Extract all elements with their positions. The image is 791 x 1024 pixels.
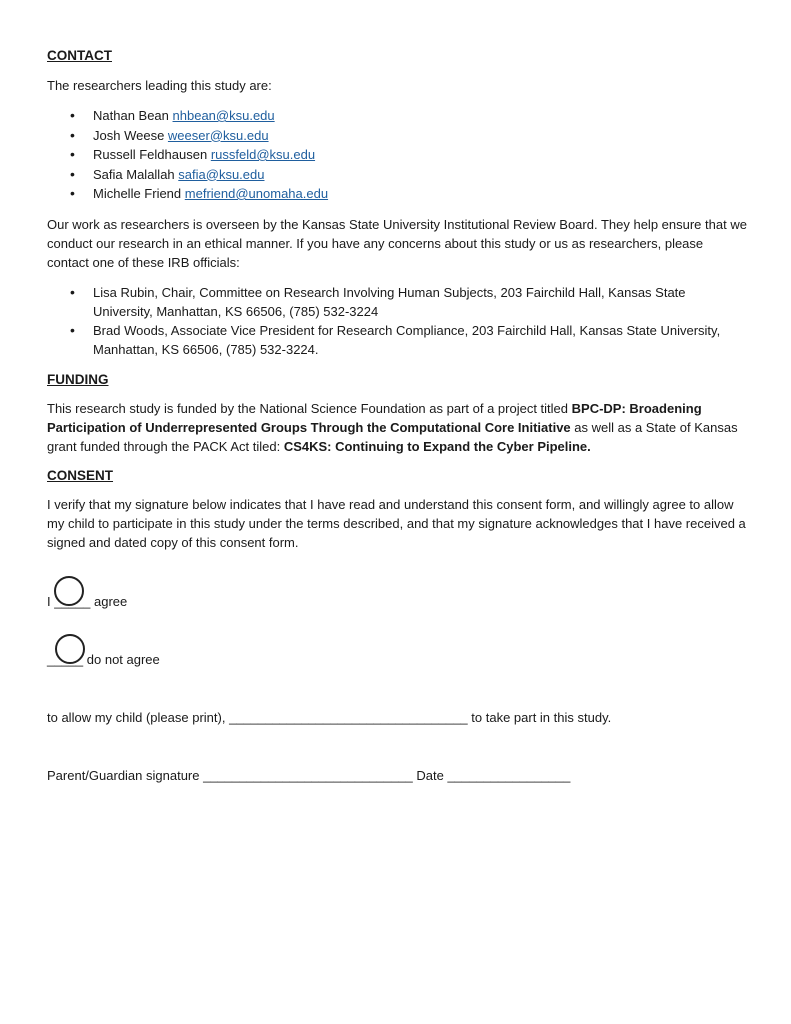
- list-item: [47, 106, 747, 126]
- irb-official-list: [47, 283, 747, 359]
- list-item: [47, 165, 747, 185]
- list-item: [47, 145, 747, 165]
- list-item: • Brad Woods, Associate Vice President for Research Compliance, 203 Fairchild Hall, Kansas State University, Manhattan, KS 66506, (785) 532-3224.: [47, 321, 747, 359]
- researcher-name: Josh Weese: [93, 127, 165, 143]
- researcher-email-link[interactable]: mefriend@unomaha.edu: [184, 186, 329, 201]
- funding-paragraph: [47, 399, 747, 456]
- researcher-name: Michelle Friend: [93, 186, 182, 201]
- disagree-label: _____ do not agree: [47, 651, 160, 667]
- funding-text-part: as well as a State of Kansas grant funded through the PACK Act tiled:: [47, 419, 738, 454]
- researcher-name: Nathan Bean: [93, 108, 169, 123]
- researcher-name: Russell Feldhausen: [93, 147, 208, 162]
- funding-text-part: This research study is funded by the National Science Foundation as part of a project titled: [47, 400, 572, 416]
- contact-heading: CONTACT: [47, 48, 112, 63]
- researchers-intro: The researchers leading this study are:: [47, 78, 272, 93]
- grant-title: CS4KS: Continuing to Expand the Cyber Pipeline.: [283, 438, 591, 454]
- list-item: [47, 126, 747, 146]
- project-title: BPC-DP: Broadening Participation of Underrepresented Groups Through the Computational Core Initiative: [47, 400, 702, 435]
- signature-line: Parent/Guardian signature _____________________________ Date _________________: [47, 767, 571, 783]
- agree-option: [47, 572, 747, 612]
- researcher-email-link[interactable]: weeser@ksu.edu: [167, 127, 269, 143]
- researcher-email-link[interactable]: russfeld@ksu.edu: [210, 147, 316, 162]
- list-item: • Lisa Rubin, Chair, Committee on Research Involving Human Subjects, 203 Fairchild Hall, Kansas State University, Manhattan, KS 66506, (785) 532-3224: [47, 283, 747, 321]
- researcher-email-link[interactable]: safia@ksu.edu: [178, 166, 265, 182]
- agree-radio-circle[interactable]: [54, 576, 84, 606]
- disagree-radio-circle[interactable]: [55, 634, 85, 664]
- consent-paragraph: I verify that my signature below indicates that I have read and understand this consent form, and willingly agree to allow my child to participate in this study under the terms described, and that my signature acknowledges that I have received a signed and dated copy of this consent form.: [47, 496, 746, 550]
- researcher-email-link[interactable]: nhbean@ksu.edu: [172, 108, 275, 123]
- researcher-list: [47, 106, 747, 204]
- list-item: [47, 184, 747, 204]
- consent-form-page: [47, 46, 747, 785]
- funding-heading: FUNDING: [47, 371, 109, 387]
- consent-heading: CONSENT: [47, 467, 114, 483]
- agree-label: I _____ agree: [47, 593, 128, 609]
- child-name-line: to allow my child (please print), _________________________________ to take part in this study.: [47, 709, 612, 725]
- researcher-name: Safia Malallah: [93, 166, 175, 182]
- irb-paragraph: Our work as researchers is overseen by the Kansas State University Institutional Review Board. They help ensure that we conduct our research in an ethical manner. If you have any concerns about this study or us as researchers, please contact one of these IRB officials:: [47, 216, 747, 270]
- disagree-option: [47, 630, 747, 670]
